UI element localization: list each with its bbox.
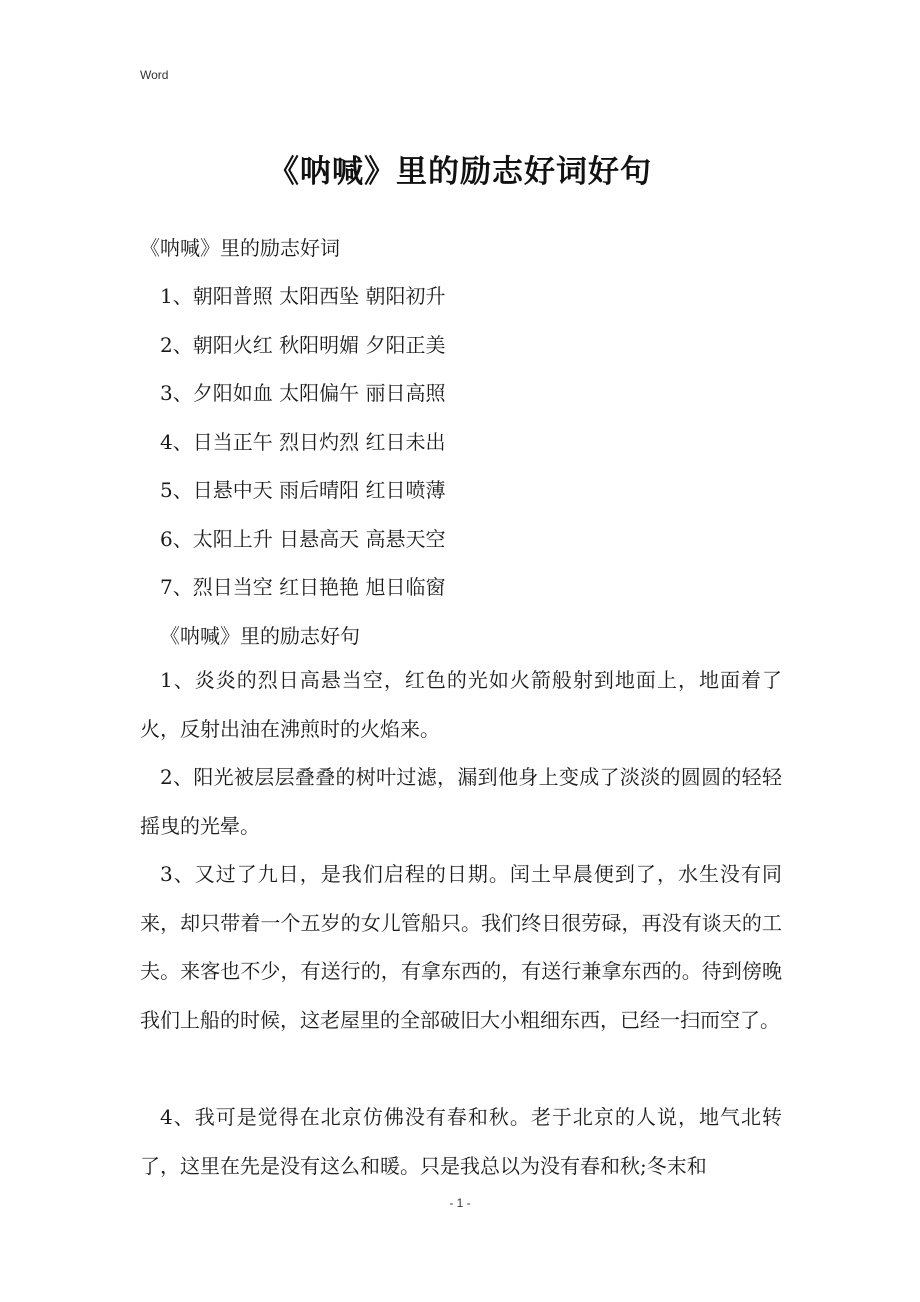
sentence-paragraph: 1、炎炎的烈日高悬当空，红色的光如火箭般射到地面上，地面着了火，反射出油在沸煎时的火焰来。 bbox=[140, 668, 782, 741]
header-label: Word bbox=[140, 68, 169, 82]
word-list-item: 3、夕阳如血 太阳偏午 丽日高照 bbox=[160, 381, 446, 405]
word-list-item: 6、太阳上升 日悬高天 高悬天空 bbox=[160, 527, 446, 551]
section-heading-words: 《呐喊》里的励志好词 bbox=[140, 236, 340, 260]
word-list-item: 5、日悬中天 雨后晴阳 红日喷薄 bbox=[160, 478, 446, 502]
word-list-item: 1、朝阳普照 太阳西坠 朝阳初升 bbox=[160, 284, 446, 308]
sentence-paragraph: 3、又过了九日，是我们启程的日期。闰土早晨便到了，水生没有同来，却只带着一个五岁的女儿管船只。我们终日很劳碌，再没有谈天的工夫。来客也不少，有送行的，有拿东西的，有送行兼拿东西的。待到傍晚我们上船的时候，这老屋里的全部破旧大小粗细东西，已经一扫而空了。 bbox=[140, 862, 782, 1032]
document-title: 《呐喊》里的励志好词好句 bbox=[268, 154, 652, 190]
sentence-paragraph: 4、我可是觉得在北京仿佛没有春和秋。老于北京的人说，地气北转了，这里在先是没有这么和暖。只是我总以为没有春和秋;冬末和 bbox=[140, 1105, 782, 1178]
sentence-paragraph: 2、阳光被层层叠叠的树叶过滤，漏到他身上变成了淡淡的圆圆的轻轻摇曳的光晕。 bbox=[140, 765, 782, 838]
page-number: - 1 - bbox=[449, 1196, 471, 1210]
section-heading-sentences: 《呐喊》里的励志好句 bbox=[160, 624, 360, 648]
word-list-item: 7、烈日当空 红日艳艳 旭日临窗 bbox=[160, 575, 446, 599]
word-list-item: 2、朝阳火红 秋阳明媚 夕阳正美 bbox=[160, 333, 446, 357]
word-list-item: 4、日当正午 烈日灼烈 红日未出 bbox=[160, 430, 446, 454]
